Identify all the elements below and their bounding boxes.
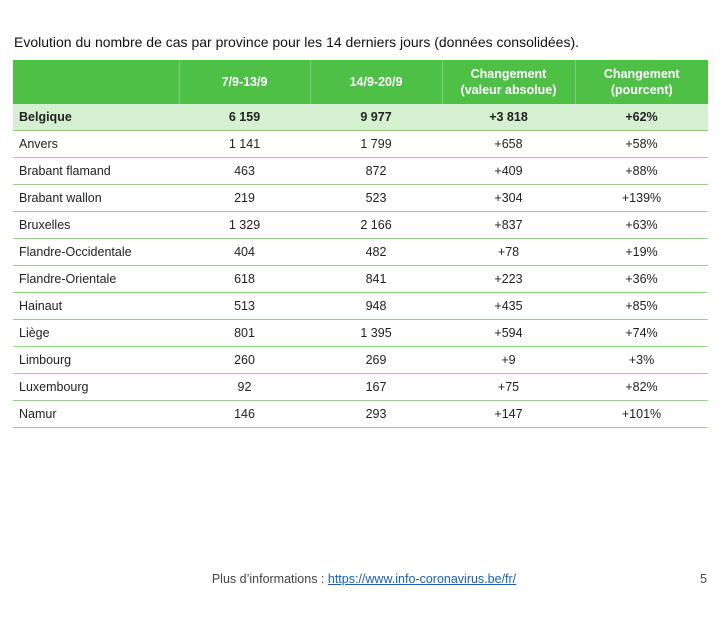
table-row bbox=[13, 374, 708, 401]
cell-change-absolute: +837 bbox=[442, 212, 575, 239]
cell-week-2: 482 bbox=[310, 239, 442, 266]
header-change-percent bbox=[575, 60, 708, 104]
footer-prefix: Plus d’informations : bbox=[211, 572, 328, 586]
header-line: 14/9-20/9 bbox=[349, 75, 403, 89]
cell-week-2: 9 977 bbox=[310, 104, 442, 131]
cell-change-percent: +88% bbox=[575, 158, 708, 185]
table-row bbox=[13, 347, 708, 374]
cell-change-absolute: +75 bbox=[442, 374, 575, 401]
cell-week-1: 146 bbox=[179, 401, 310, 428]
cell-change-absolute: +304 bbox=[442, 185, 575, 212]
header-line: Changement bbox=[603, 67, 680, 81]
cell-change-absolute: +223 bbox=[442, 266, 575, 293]
cell-change-absolute: +658 bbox=[442, 131, 575, 158]
cell-change-percent: +58% bbox=[575, 131, 708, 158]
cell-change-percent: +19% bbox=[575, 239, 708, 266]
table-row bbox=[13, 401, 708, 428]
header-line: 7/9-13/9 bbox=[221, 75, 268, 89]
cell-change-absolute: +594 bbox=[442, 320, 575, 347]
header-week-1 bbox=[179, 60, 310, 104]
cell-week-2: 841 bbox=[310, 266, 442, 293]
cell-week-2: 1 799 bbox=[310, 131, 442, 158]
header-change-absolute bbox=[442, 60, 575, 104]
cell-change-percent: +74% bbox=[575, 320, 708, 347]
cell-change-percent: +36% bbox=[575, 266, 708, 293]
cell-province: Hainaut bbox=[13, 293, 179, 320]
cell-change-absolute: +409 bbox=[442, 158, 575, 185]
cell-change-absolute: +3 818 bbox=[442, 104, 575, 131]
cell-week-2: 167 bbox=[310, 374, 442, 401]
cell-week-1: 219 bbox=[179, 185, 310, 212]
cell-province: Flandre-Occidentale bbox=[13, 239, 179, 266]
cell-change-absolute: +78 bbox=[442, 239, 575, 266]
cell-week-2: 1 395 bbox=[310, 320, 442, 347]
page-number: 5 bbox=[700, 572, 707, 586]
cell-province: Namur bbox=[13, 401, 179, 428]
cell-week-1: 6 159 bbox=[179, 104, 310, 131]
header-line: (pourcent) bbox=[610, 83, 673, 97]
cell-week-1: 404 bbox=[179, 239, 310, 266]
cell-change-percent: +85% bbox=[575, 293, 708, 320]
cell-change-percent: +101% bbox=[575, 401, 708, 428]
cell-week-1: 463 bbox=[179, 158, 310, 185]
table-row bbox=[13, 320, 708, 347]
table-row-total bbox=[13, 104, 708, 131]
table-row bbox=[13, 212, 708, 239]
footer bbox=[0, 572, 728, 586]
cell-change-absolute: +147 bbox=[442, 401, 575, 428]
cell-province: Anvers bbox=[13, 131, 179, 158]
table-row bbox=[13, 266, 708, 293]
cell-week-2: 948 bbox=[310, 293, 442, 320]
cell-week-2: 269 bbox=[310, 347, 442, 374]
cell-change-percent: +3% bbox=[575, 347, 708, 374]
table-row bbox=[13, 131, 708, 158]
cell-province: Belgique bbox=[13, 104, 179, 131]
cell-change-percent: +63% bbox=[575, 212, 708, 239]
header-week-2 bbox=[310, 60, 442, 104]
cell-province: Bruxelles bbox=[13, 212, 179, 239]
table-row bbox=[13, 158, 708, 185]
cell-week-2: 2 166 bbox=[310, 212, 442, 239]
cell-change-absolute: +435 bbox=[442, 293, 575, 320]
header-line: Changement bbox=[470, 67, 547, 81]
cell-province: Flandre-Orientale bbox=[13, 266, 179, 293]
table-caption: Evolution du nombre de cas par province pour les 14 derniers jours (données consolidées). bbox=[14, 34, 579, 50]
cell-province: Limbourg bbox=[13, 347, 179, 374]
table-row bbox=[13, 239, 708, 266]
table-header-row bbox=[13, 60, 708, 104]
cell-week-1: 618 bbox=[179, 266, 310, 293]
cell-week-1: 1 141 bbox=[179, 131, 310, 158]
cell-province: Luxembourg bbox=[13, 374, 179, 401]
cell-week-1: 260 bbox=[179, 347, 310, 374]
table-row bbox=[13, 185, 708, 212]
info-link[interactable]: https://www.info-coronavirus.be/fr/ bbox=[327, 572, 517, 586]
cell-province: Liège bbox=[13, 320, 179, 347]
cell-week-1: 92 bbox=[179, 374, 310, 401]
header-line: (valeur absolue) bbox=[460, 83, 557, 97]
cell-change-percent: +139% bbox=[575, 185, 708, 212]
cell-change-percent: +82% bbox=[575, 374, 708, 401]
cell-province: Brabant wallon bbox=[13, 185, 179, 212]
cell-week-1: 801 bbox=[179, 320, 310, 347]
header-province bbox=[13, 60, 179, 104]
cell-week-2: 523 bbox=[310, 185, 442, 212]
cell-province: Brabant flamand bbox=[13, 158, 179, 185]
cell-week-2: 293 bbox=[310, 401, 442, 428]
cell-week-1: 1 329 bbox=[179, 212, 310, 239]
table-row bbox=[13, 293, 708, 320]
cases-by-province-table bbox=[13, 60, 708, 428]
cell-change-percent: +62% bbox=[575, 104, 708, 131]
cell-week-1: 513 bbox=[179, 293, 310, 320]
cell-change-absolute: +9 bbox=[442, 347, 575, 374]
cell-week-2: 872 bbox=[310, 158, 442, 185]
